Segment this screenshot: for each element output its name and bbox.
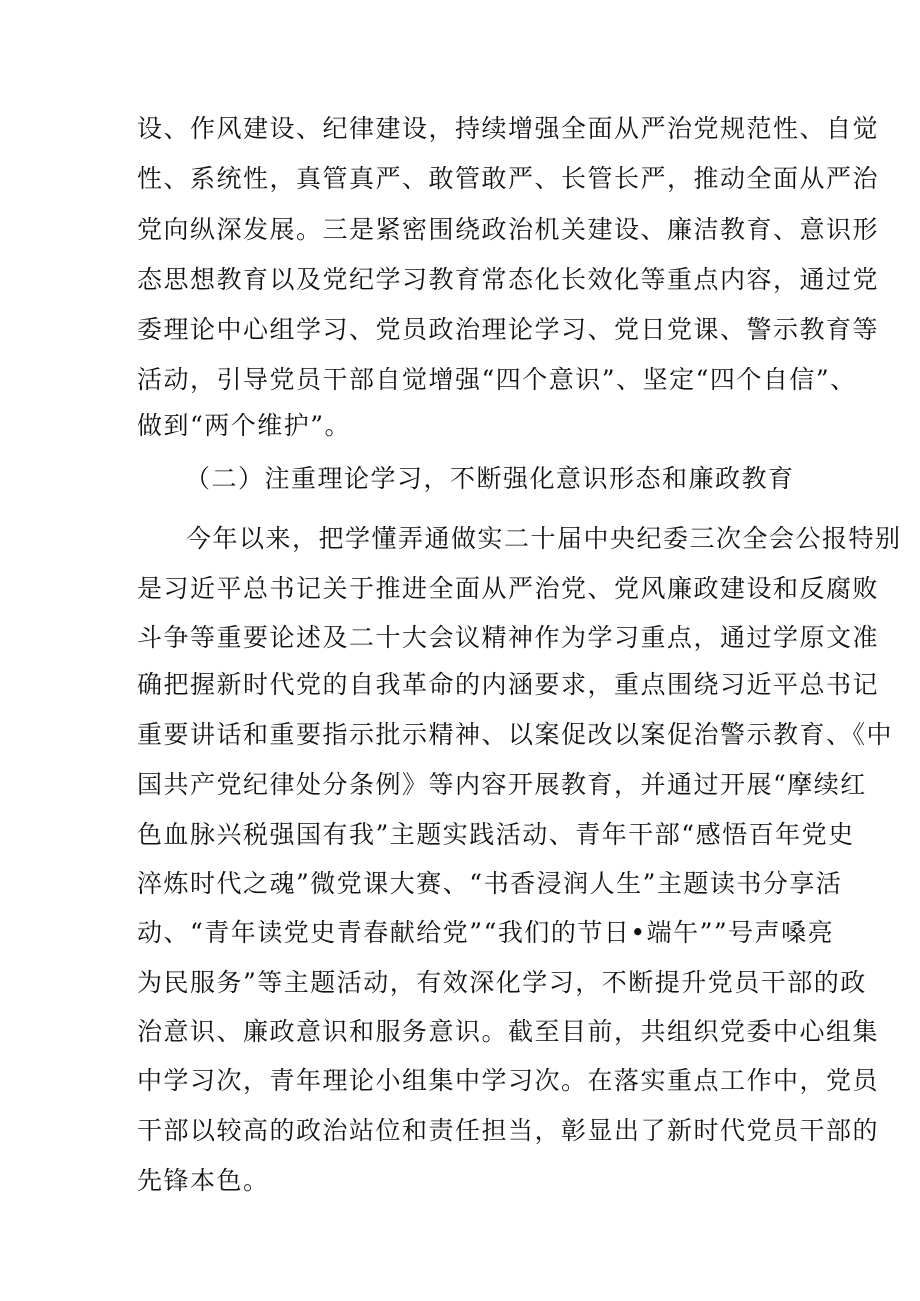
paragraph-1-line: 活动，引导党员干部自觉增强“四个意识”、坚定“四个自信”、: [137, 365, 857, 394]
paragraph-2-line: 动、“青年读党史青春献给党”“我们的节日•端午””号声嗓亮: [137, 918, 835, 947]
paragraph-2-line: 国共产党纪律处分条例》等内容开展教育，并通过开展“摩续红: [137, 770, 867, 799]
paragraph-2-line: 斗争等重要论述及二十大会议精神作为学习重点，通过学原文准: [137, 623, 880, 652]
paragraph-1-line: 做到“两个维护”。: [137, 411, 352, 440]
paragraph-1-line: 委理论中心组学习、党员政治理论学习、党日党课、警示教育等: [137, 315, 880, 344]
paragraph-2-line: 为民服务”等主题活动，有效深化学习，不断提升党员干部的政: [137, 968, 867, 997]
paragraph-2-line: 是习近平总书记关于推进全面从严治党、党风廉政建设和反腐败: [137, 574, 880, 603]
paragraph-2-line: 治意识、廉政意识和服务意识。截至目前，共组织党委中心组集: [137, 1017, 880, 1046]
paragraph-2-line: 确把握新时代党的自我革命的内涵要求，重点围绕习近平总书记: [137, 670, 880, 699]
paragraph-1-line: 性、系统性，真管真严、敢管敢严、长管长严，推动全面从严治: [137, 164, 880, 193]
paragraph-1-line: 党向纵深发展。三是紧密围绕政治机关建设、廉洁教育、意识形: [137, 215, 880, 244]
paragraph-1-line: 态思想教育以及党纪学习教育常态化长效化等重点内容，通过党: [137, 265, 880, 294]
paragraph-2-line: 今年以来，把学懂弄通做实二十届中央纪委三次全会公报特别: [186, 524, 902, 553]
paragraph-2-line: 中学习次，青年理论小组集中学习次。在落实重点工作中，党员: [137, 1066, 880, 1095]
paragraph-2-line: 色血脉兴税强国有我”主题实践活动、青年干部“感悟百年党史: [137, 820, 855, 849]
paragraph-2-line: 先锋本色。: [137, 1166, 270, 1195]
paragraph-1-line: 设、作风建设、纪律建设，持续增强全面从严治党规范性、自觉: [137, 114, 880, 143]
section-heading: （二）注重理论学习，不断强化意识形态和廉政教育: [185, 464, 795, 493]
paragraph-2-line: 重要讲话和重要指示批示精神、以案促改以案促治警示教育、《中: [137, 720, 894, 749]
paragraph-2-line: 淬炼时代之魂”微党课大赛、“书香浸润人生”主题读书分享活: [137, 869, 843, 898]
paragraph-2-line: 干部以较高的政治站位和责任担当，彰显出了新时代党员干部的: [137, 1116, 880, 1145]
